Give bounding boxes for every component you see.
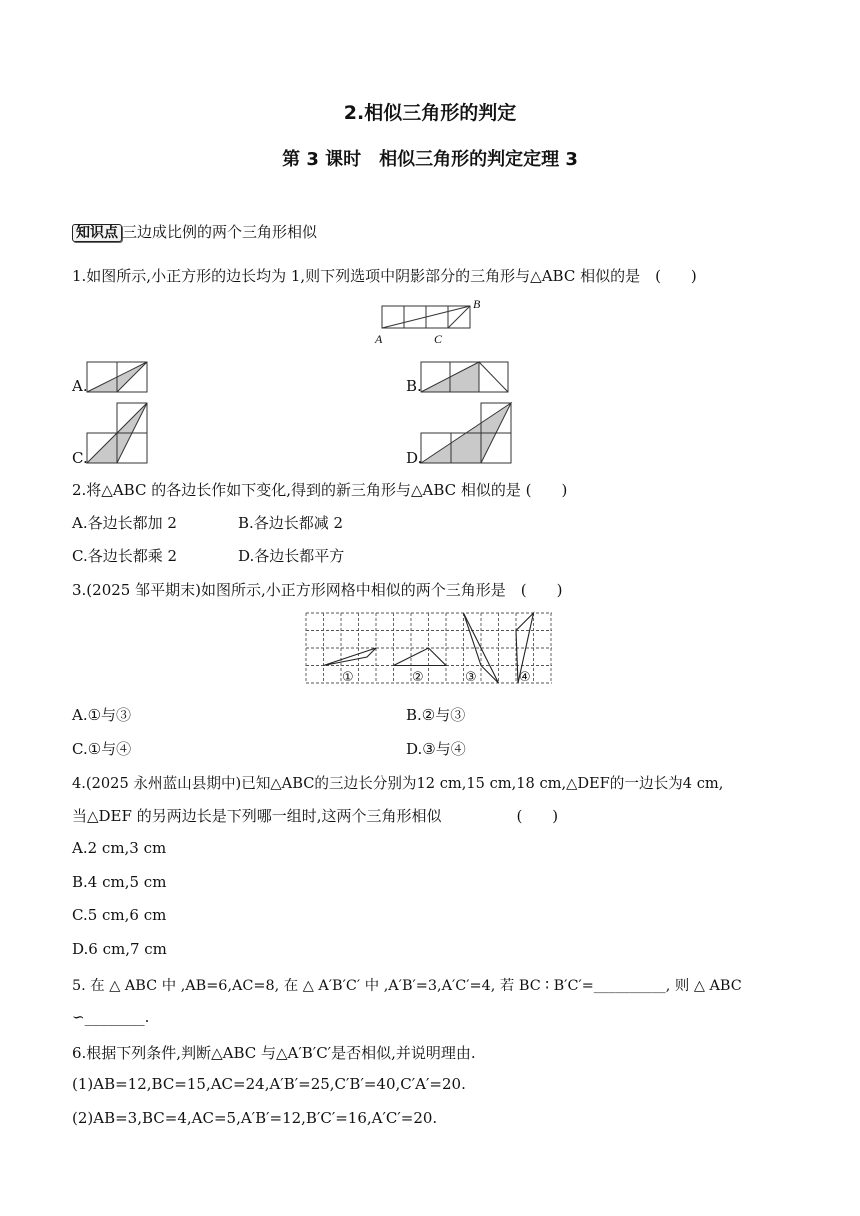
q1-option-b-figure (421, 362, 511, 394)
q4-option-d[interactable]: D.6 cm,7 cm (72, 940, 167, 958)
q1-option-b[interactable]: B. (406, 377, 422, 395)
q3-option-b[interactable]: B.②与③ (406, 706, 466, 724)
triangle-1 (324, 648, 377, 666)
q1-reference-figure (372, 296, 482, 346)
label-b: B (473, 297, 481, 311)
q2-option-a[interactable]: A.各边长都加 2 (72, 514, 177, 532)
q5-line2: ∽________. (72, 1008, 150, 1026)
page-title: 2.相似三角形的判定 (343, 102, 517, 124)
q4-option-b[interactable]: B.4 cm,5 cm (72, 873, 167, 891)
q1-option-d-figure (421, 403, 513, 465)
q3-option-a[interactable]: A.①与③ (72, 706, 132, 724)
label-1: ① (342, 670, 354, 685)
q4-stem-line1: 4.(2025 永州蓝山县期中)已知△ABC的三边长分别为12 cm,15 cm,18 cm,△DEF的一边长为4 cm, (72, 775, 724, 792)
q1-option-a[interactable]: A. (72, 377, 88, 395)
q6-part-1: (1)AB=12,BC=15,AC=24,A′B′=25,C′B′=40,C′A′=20. (72, 1075, 466, 1093)
q3-grid-figure (306, 613, 554, 685)
q2-option-d[interactable]: D.各边长都平方 (238, 547, 345, 565)
q1-option-a-figure (87, 362, 149, 394)
q6-part-2: (2)AB=3,BC=4,AC=5,A′B′=12,B′C′=16,A′C′=20. (72, 1109, 438, 1127)
knowledge-text: 三边成比例的两个三角形相似 (122, 223, 318, 241)
q5-line1: 5. 在 △ ABC 中 ,AB=6,AC=8, 在 △ A′B′C′ 中 ,A′B′=3,A′C′=4, 若 BC ∶ B′C′=__________, 则 △ ABC (72, 978, 742, 994)
q1-option-c[interactable]: C. (72, 449, 88, 467)
label-4: ④ (519, 670, 531, 685)
q4-stem-line2: 当△DEF 的另两边长是下列哪一组时,这两个三角形相似 ( ) (72, 807, 559, 825)
lesson-subtitle: 第 3 课时 相似三角形的判定定理 3 (282, 149, 578, 170)
knowledge-badge: 知识点 (72, 224, 122, 242)
q1-stem: 1.如图所示,小正方形的边长均为 1,则下列选项中阴影部分的三角形与△ABC 相似的是 ( ) (72, 267, 697, 285)
q2-option-b[interactable]: B.各边长都减 2 (238, 514, 344, 532)
q2-stem: 2.将△ABC 的各边长作如下变化,得到的新三角形与△ABC 相似的是 ( ) (72, 481, 568, 499)
q1-option-d[interactable]: D. (406, 449, 423, 467)
q3-option-c[interactable]: C.①与④ (72, 740, 132, 758)
label-a: A (375, 332, 383, 346)
label-3: ③ (465, 670, 477, 685)
q4-option-a[interactable]: A.2 cm,3 cm (72, 839, 167, 857)
label-c: C (434, 332, 443, 346)
q2-option-c[interactable]: C.各边长都乘 2 (72, 547, 178, 565)
q3-option-d[interactable]: D.③与④ (406, 740, 466, 758)
q4-option-c[interactable]: C.5 cm,6 cm (72, 906, 167, 924)
q1-option-c-figure (87, 403, 149, 465)
q6-stem: 6.根据下列条件,判断△ABC 与△A′B′C′是否相似,并说明理由. (72, 1044, 476, 1062)
label-2: ② (412, 670, 424, 685)
q3-stem: 3.(2025 邹平期末)如图所示,小正方形网格中相似的两个三角形是 ( ) (72, 581, 563, 599)
knowledge-point (72, 221, 317, 242)
triangle-2 (394, 648, 447, 666)
